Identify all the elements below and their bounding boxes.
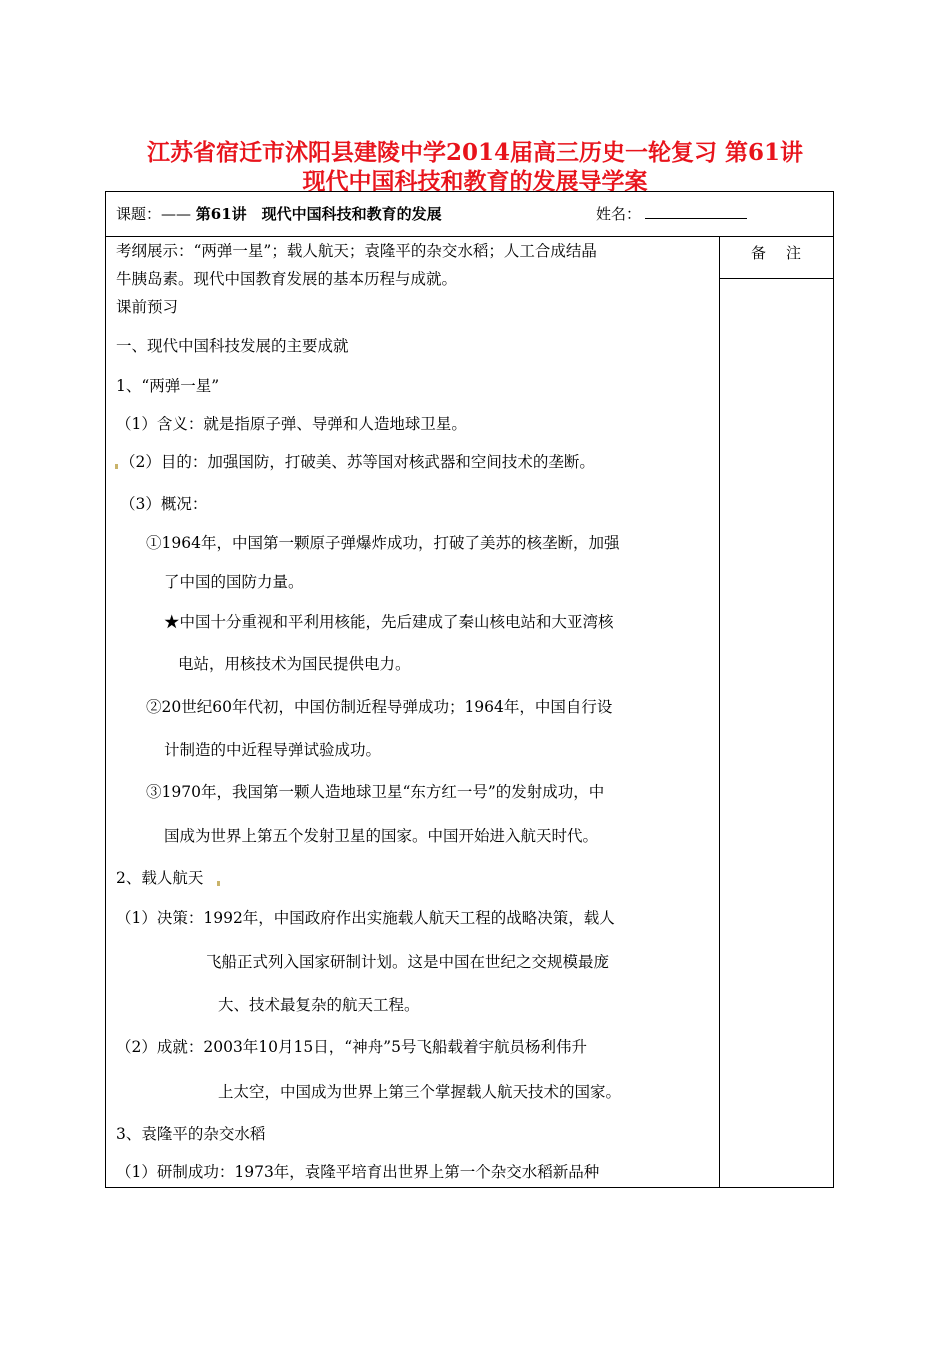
- notes-label: 备注: [750, 244, 821, 262]
- topic-row: [106, 192, 833, 237]
- preview-heading: 课前预习: [116, 298, 179, 316]
- achievement-line-2: 上太空，中国成为世界上第三个掌握载人航天技术的国家。: [218, 1083, 622, 1101]
- achievement-line-1: （2）成就：2003年10月15日，“神舟”5号飞船载着宇航员杨利伟升: [116, 1038, 587, 1056]
- topic-prefix: 课题：——: [116, 205, 192, 223]
- mark-dot: [217, 881, 220, 886]
- overview-1-line-1: ①1964年，中国第一颗原子弹爆炸成功，打破了美苏的核垄断，加强: [146, 534, 620, 552]
- column-divider: [719, 237, 720, 1187]
- mark-dot: [115, 464, 118, 469]
- subsection-two-bombs: 1、“两弹一星”: [116, 377, 220, 395]
- decision-line-2: 飞船正式列入国家研制计划。这是中国在世纪之交规模最庞: [206, 953, 610, 971]
- topic-label: [116, 203, 442, 224]
- overview-3-line-1: ③1970年，我国第一颗人造地球卫星“东方红一号”的发射成功，中: [146, 783, 605, 801]
- document-title: [0, 138, 950, 196]
- overview-2-line-2: 计制造的中近程导弹试验成功。: [164, 741, 382, 759]
- name-label: 姓名：: [596, 205, 642, 223]
- syllabus-line-2: 牛胰岛素。现代中国教育发展的基本历程与成就。: [116, 270, 458, 288]
- title-line-1: 江苏省宿迁市沭阳县建陵中学2014届高三历史一轮复习 第61讲: [146, 139, 804, 166]
- topic-title: 第61讲 现代中国科技和教育的发展: [195, 205, 442, 223]
- nuclear-power-line-1: ★中国十分重视和平利用核能，先后建成了秦山核电站和大亚湾核: [164, 613, 614, 631]
- subsection-hybrid-rice: 3、袁隆平的杂交水稻: [116, 1125, 266, 1143]
- rice-line-1: （1）研制成功：1973年，袁隆平培育出世界上第一个杂交水稻新品种: [116, 1163, 600, 1181]
- nuclear-power-line-2: 电站，用核技术为国民提供电力。: [178, 655, 411, 673]
- item-meaning: （1）含义：就是指原子弹、导弹和人造地球卫星。: [116, 415, 467, 433]
- decision-line-3: 大、技术最复杂的航天工程。: [218, 996, 420, 1014]
- overview-1-line-2: 了中国的国防力量。: [164, 573, 304, 591]
- item-overview: （3）概况：: [120, 495, 208, 513]
- section-heading-1: 一、现代中国科技发展的主要成就: [116, 337, 349, 355]
- title-line-2: 现代中国科技和教育的发展导学案: [302, 168, 648, 195]
- notes-header-cell: [719, 237, 833, 279]
- name-blank-line: [645, 204, 747, 219]
- lesson-table: [105, 191, 834, 1188]
- subsection-manned-spaceflight: 2、载人航天: [116, 869, 204, 887]
- syllabus-line-1: 考纲展示：“两弹一星”；载人航天；袁隆平的杂交水稻；人工合成结晶: [116, 242, 597, 260]
- overview-3-line-2: 国成为世界上第五个发射卫星的国家。中国开始进入航天时代。: [164, 827, 599, 845]
- item-purpose: （2）目的：加强国防，打破美、苏等国对核武器和空间技术的垄断。: [120, 453, 595, 471]
- decision-line-1: （1）决策：1992年，中国政府作出实施载人航天工程的战略决策，载人: [116, 909, 615, 927]
- name-field: [596, 203, 747, 224]
- overview-2-line-1: ②20世纪60年代初，中国仿制近程导弹成功；1964年，中国自行设: [146, 698, 613, 716]
